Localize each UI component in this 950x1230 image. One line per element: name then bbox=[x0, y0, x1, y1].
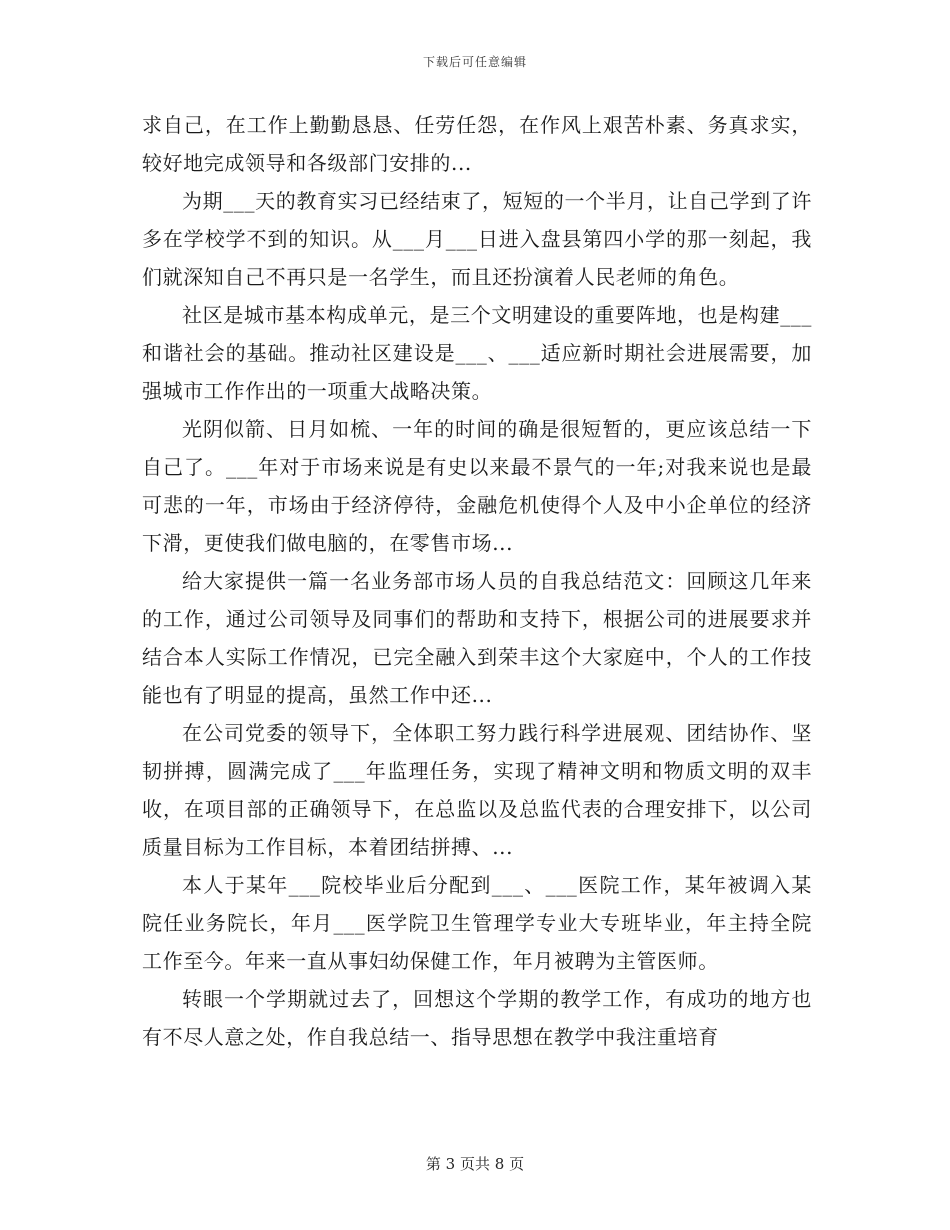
paragraph-teaching-internship: 为期___天的教育实习已经结束了，短短的一个半月，让自己学到了许多在学校学不到的知识。从___月___日进入盘县第四小学的那一刻起，我们就深知自己不再只是一名学生，而且还扮演着人民老师的角色。 bbox=[142, 189, 812, 289]
paragraph-year-summary: 光阴似箭、日月如梳、一年的时间的确是很短暂的，更应该总结一下自己了。___年对于市场来说是有史以来最不景气的一年;对我来说也是最可悲的一年，市场由于经济停待，金融危机使得个人及中小企单位的经济下滑，更使我们做电脑的，在零售市场... bbox=[142, 417, 812, 555]
paragraph-semester: 转眼一个学期就过去了，回想这个学期的教学工作，有成功的地方也有不尽人意之处，作自我总结一、指导思想在教学中我注重培育 bbox=[142, 987, 812, 1049]
paragraph-supervision: 在公司党委的领导下，全体职工努力践行科学进展观、团结协作、坚韧拼搏，圆满完成了___年监理任务，实现了精神文明和物质文明的双丰收，在项目部的正确领导下，在总监以及总监代表的合理安排下，以公司质量目标为工作目标，本着团结拼搏、... bbox=[142, 721, 812, 859]
page-header: 下载后可任意编辑 bbox=[422, 55, 527, 69]
page-number-footer: 第 3 页共 8 页 bbox=[425, 1155, 525, 1173]
document-body bbox=[142, 106, 812, 1056]
paragraph-hospital: 本人于某年___院校毕业后分配到___、___医院工作，某年被调入某院任业务院长，年月___医学院卫生管理学专业大专班毕业，年主持全院工作至今。年来一直从事妇幼保健工作，年月被聘为主管医师。 bbox=[142, 873, 812, 973]
paragraph-community: 社区是城市基本构成单元，是三个文明建设的重要阵地，也是构建___和谐社会的基础。推动社区建设是___、___适应新时期社会进展需要，加强城市工作作出的一项重大战略决策。 bbox=[142, 303, 812, 403]
paragraph-continued: 求自己，在工作上勤勤恳恳、任劳任怨，在作风上艰苦朴素、务真求实，较好地完成领导和各级部门安排的... bbox=[142, 113, 812, 175]
paragraph-sales-summary: 给大家提供一篇一名业务部市场人员的自我总结范文：回顾这几年来的工作，通过公司领导及同事们的帮助和支持下，根据公司的进展要求并结合本人实际工作情况，已完全融入到荣丰这个大家庭中，个人的工作技能也有了明显的提高，虽然工作中还... bbox=[142, 569, 812, 707]
